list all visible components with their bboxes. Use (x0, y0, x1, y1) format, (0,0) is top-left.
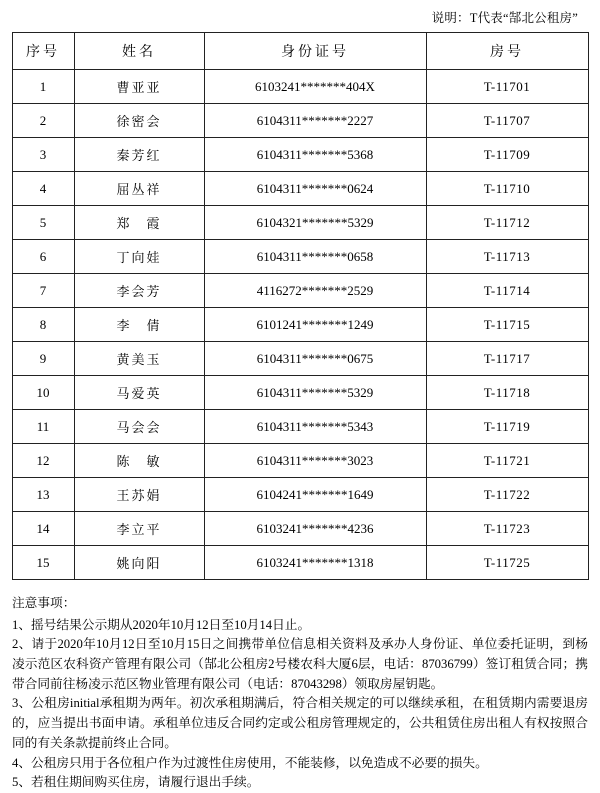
cell-index: 6 (12, 240, 74, 274)
notices-section (12, 594, 588, 793)
cell-id: 6104311*******0675 (204, 342, 426, 376)
cell-index: 9 (12, 342, 74, 376)
cell-room: T-11718 (426, 376, 588, 410)
cell-id: 6104311*******5343 (204, 410, 426, 444)
notice-item: 1、摇号结果公示期从2020年10月12日至10月14日止。 (12, 617, 311, 632)
cell-index: 11 (12, 410, 74, 444)
column-header-index: 序号 (12, 33, 74, 70)
cell-room: T-11714 (426, 274, 588, 308)
cell-index: 14 (12, 512, 74, 546)
tenant-roster-table (12, 32, 589, 580)
cell-index: 13 (12, 478, 74, 512)
notice-item: 4、公租房只用于各位租户作为过渡性住房使用，不能装修，以免造成不必要的损失。 (12, 755, 488, 770)
cell-room: T-11719 (426, 410, 588, 444)
column-header-room: 房号 (426, 33, 588, 70)
table-row (12, 104, 588, 138)
table-row (12, 308, 588, 342)
cell-id: 6104311*******5368 (204, 138, 426, 172)
cell-index: 1 (12, 70, 74, 104)
notice-item: 2、请于2020年10月12日至10月15日之间携带单位信息相关资料及承办人身份证、单位委托证明，到杨凌示范区农科资产管理有限公司（郜北公租房2号楼农科大厦6层，电话：87036799）签订租赁合同；携带合同前往杨凌示范区物业管理有限公司（电话：87043298）领取房屋钥匙。 (12, 637, 588, 691)
cell-name: 李立平 (74, 512, 204, 546)
cell-name: 李 倩 (74, 308, 204, 342)
cell-room: T-11717 (426, 342, 588, 376)
cell-name: 姚向阳 (74, 546, 204, 580)
cell-index: 10 (12, 376, 74, 410)
cell-index: 2 (12, 104, 74, 138)
table-row (12, 70, 588, 104)
cell-name: 丁向娃 (74, 240, 204, 274)
cell-id: 6104311*******0658 (204, 240, 426, 274)
header-note: 说明：T代表“郜北公租房” (431, 11, 578, 25)
cell-name: 郑 霞 (74, 206, 204, 240)
cell-index: 8 (12, 308, 74, 342)
cell-id: 6101241*******1249 (204, 308, 426, 342)
notice-item: 3、公租房initial承租期为两年。初次承租期满后，符合相关规定的可以继续承租，在租赁期内需要退房的，应当提出书面申请。承租单位违反合同约定或公租房管理规定的，公共租赁住房出租人有权按照合同的有关条款提前终止合同。 (12, 696, 588, 750)
cell-room: T-11721 (426, 444, 588, 478)
table-row (12, 206, 588, 240)
table-row (12, 172, 588, 206)
cell-id: 4116272*******2529 (204, 274, 426, 308)
cell-room: T-11725 (426, 546, 588, 580)
cell-id: 6104321*******5329 (204, 206, 426, 240)
cell-name: 马爱英 (74, 376, 204, 410)
cell-id: 6104311*******2227 (204, 104, 426, 138)
cell-name: 黄美玉 (74, 342, 204, 376)
table-row (12, 444, 588, 478)
table-row (12, 138, 588, 172)
cell-index: 15 (12, 546, 74, 580)
cell-name: 马会会 (74, 410, 204, 444)
cell-index: 7 (12, 274, 74, 308)
cell-room: T-11713 (426, 240, 588, 274)
table-row (12, 410, 588, 444)
cell-room: T-11710 (426, 172, 588, 206)
table-row (12, 274, 588, 308)
table-row (12, 512, 588, 546)
table-row (12, 376, 588, 410)
cell-room: T-11709 (426, 138, 588, 172)
cell-name: 曹亚亚 (74, 70, 204, 104)
cell-id: 6104241*******1649 (204, 478, 426, 512)
table-body (12, 70, 588, 580)
cell-name: 李会芳 (74, 274, 204, 308)
cell-index: 3 (12, 138, 74, 172)
cell-index: 5 (12, 206, 74, 240)
table-row (12, 478, 588, 512)
cell-id: 6104311*******5329 (204, 376, 426, 410)
cell-name: 陈 敏 (74, 444, 204, 478)
cell-name: 徐密会 (74, 104, 204, 138)
column-header-id: 身份证号 (204, 33, 426, 70)
notices-title: 注意事项： (12, 596, 76, 610)
cell-id: 6104311*******0624 (204, 172, 426, 206)
column-header-name: 姓名 (74, 33, 204, 70)
cell-id: 6104311*******3023 (204, 444, 426, 478)
table-row (12, 342, 588, 376)
table-row (12, 546, 588, 580)
cell-room: T-11723 (426, 512, 588, 546)
cell-room: T-11701 (426, 70, 588, 104)
cell-name: 秦芳红 (74, 138, 204, 172)
cell-index: 12 (12, 444, 74, 478)
cell-room: T-11722 (426, 478, 588, 512)
cell-room: T-11715 (426, 308, 588, 342)
cell-room: T-11712 (426, 206, 588, 240)
cell-index: 4 (12, 172, 74, 206)
table-header-row (12, 33, 588, 70)
table-header (12, 33, 588, 70)
table-row (12, 240, 588, 274)
cell-room: T-11707 (426, 104, 588, 138)
cell-id: 6103241*******4236 (204, 512, 426, 546)
cell-name: 屈丛祥 (74, 172, 204, 206)
cell-name: 王苏娟 (74, 478, 204, 512)
notice-item: 5、若租住期间购买住房，请履行退出手续。 (12, 775, 260, 790)
cell-id: 6103241*******1318 (204, 546, 426, 580)
cell-id: 6103241*******404X (204, 70, 426, 104)
